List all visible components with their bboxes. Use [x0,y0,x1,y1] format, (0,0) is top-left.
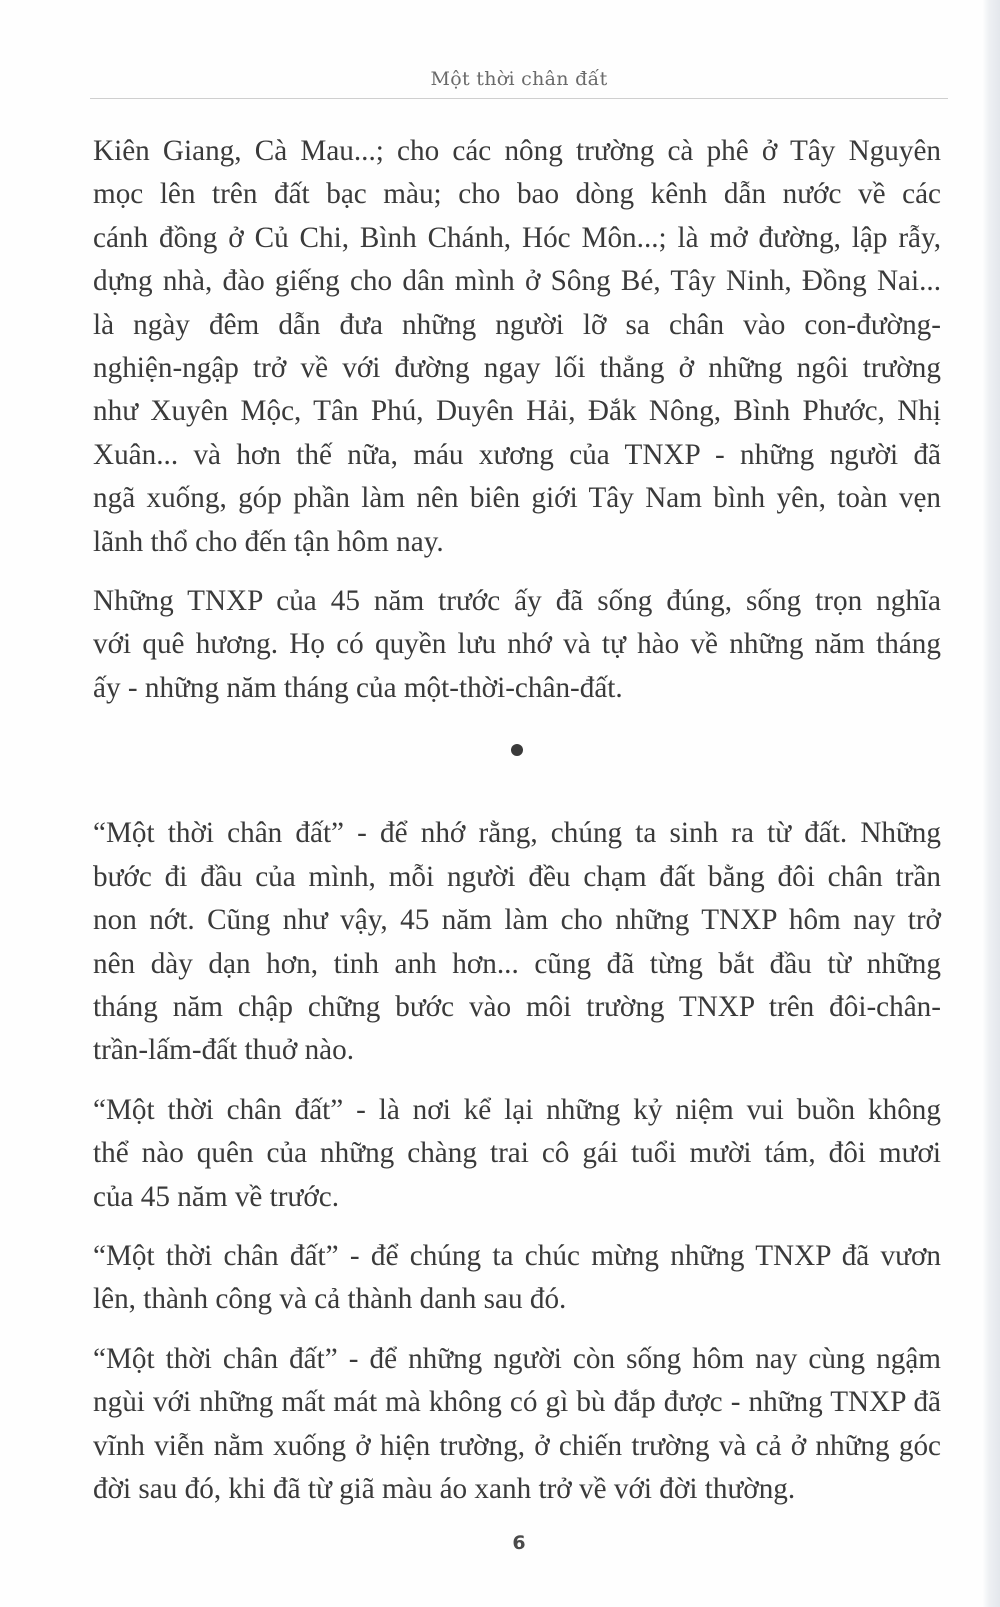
text-line: ngã xuống, góp phần làm nên biên giới Tây Nam bình yên, toàn vẹn [93,482,941,515]
section-divider [93,726,941,812]
header-rule [90,98,948,99]
text-line: lãnh thổ cho đến tận hôm nay. [93,525,444,558]
text-line: ngùi với những mất mát mà không có gì bù đắp được - những TNXP đã [93,1386,941,1419]
section-after-divider [93,812,941,1511]
text-line: ấy - những năm tháng của một-thời-chân-đất. [93,671,623,704]
text-line: non nớt. Cũng như vậy, 45 năm làm cho những TNXP hôm nay trở [93,904,941,937]
running-header: Một thời chân đất [430,68,608,90]
text-line: dựng nhà, đào giếng cho dân mình ở Sông Bé, Tây Ninh, Đồng Nai... [93,265,941,298]
divider-dot-icon [511,744,523,756]
text-line: nên dày dạn hơn, tinh anh hơn... cũng đã từng bắt đầu từ những [93,947,941,980]
text-line: của 45 năm về trước. [93,1180,340,1213]
paragraph [93,130,941,564]
text-line: “Một thời chân đất” - để chúng ta chúc mừng những TNXP đã vươn [93,1239,941,1272]
paragraph [93,812,941,1072]
text-line: Những TNXP của 45 năm trước ấy đã sống đúng, sống trọn nghĩa [93,585,941,618]
text-line: “Một thời chân đất” - để những người còn sống hôm nay cùng ngậm [93,1342,941,1375]
text-line: lên, thành công và cả thành danh sau đó. [93,1283,567,1316]
text-line: với quê hương. Họ có quyền lưu nhớ và tự hào về những năm tháng [93,628,941,661]
text-line: mọc lên trên đất bạc màu; cho bao dòng kênh dẫn nước về các [93,178,941,211]
text-line: nghiện-ngập trở về với đường ngay lối thẳng ở những ngôi trường [93,352,941,385]
text-line: Xuân... và hơn thế nữa, máu xương của TNXP - những người đã [93,438,941,471]
text-line: vĩnh viễn nằm xuống ở hiện trường, ở chiến trường và cả ở những góc [93,1429,941,1462]
page-edge [982,0,1000,1607]
paragraph [93,1089,941,1219]
text-line: Kiên Giang, Cà Mau...; cho các nông trường cà phê ở Tây Nguyên [93,135,941,167]
paragraph [93,580,941,710]
body-text [93,130,941,1527]
text-line: tháng năm chập chững bước vào môi trường TNXP trên đôi-chân- [93,990,941,1023]
paragraph [93,1235,941,1322]
text-line: “Một thời chân đất” - để nhớ rằng, chúng ta sinh ra từ đất. Những [93,817,941,850]
text-line: bước đi đầu của mình, mỗi người đều chạm đất bằng đôi chân trần [93,860,941,893]
page-number: 6 [512,1532,526,1554]
text-line: “Một thời chân đất” - là nơi kể lại những kỷ niệm vui buồn không [93,1093,941,1126]
text-line: cánh đồng ở Củ Chi, Bình Chánh, Hóc Môn...; là mở đường, lập rẫy, [93,221,941,254]
text-line: trần-lấm-đất thuở nào. [93,1034,355,1067]
text-line: là ngày đêm dẫn đưa những người lỡ sa chân vào con-đường- [93,308,941,341]
section-before-divider [93,130,941,710]
text-line: thể nào quên của những chàng trai cô gái tuổi mười tám, đôi mươi [93,1137,941,1170]
text-line: đời sau đó, khi đã từ giã màu áo xanh trở về với đời thường. [93,1472,796,1505]
paragraph [93,1338,941,1512]
text-line: như Xuyên Mộc, Tân Phú, Duyên Hải, Đắk Nông, Bình Phước, Nhị [93,395,941,428]
